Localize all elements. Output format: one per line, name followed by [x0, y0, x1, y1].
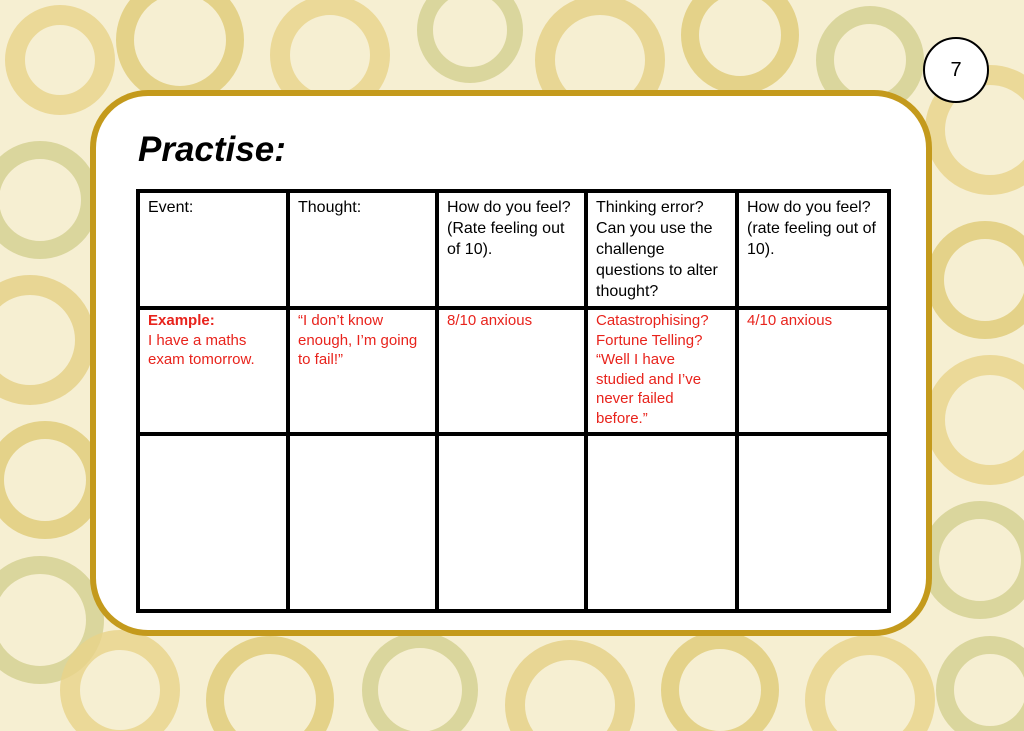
header-thinking-error: Thinking error? Can you use the challenge questions to alter thought? — [586, 191, 737, 308]
header-feeling-before: How do you feel? (Rate feeling out of 10). — [437, 191, 586, 308]
example-label: Example: — [148, 312, 215, 329]
page-title: Practise: — [138, 130, 286, 169]
page-number: 7 — [923, 37, 989, 103]
example-feeling-after: 4/10 anxious — [737, 308, 889, 434]
blank-feeling-before-cell[interactable] — [437, 434, 586, 611]
practise-table — [136, 189, 891, 613]
example-row — [138, 308, 889, 434]
header-event: Event: — [138, 191, 288, 308]
example-feeling-before: 8/10 anxious — [437, 308, 586, 434]
header-feeling-after: How do you feel? (rate feeling out of 10). — [737, 191, 889, 308]
header-thought: Thought: — [288, 191, 437, 308]
blank-event-cell[interactable] — [138, 434, 288, 611]
example-thought: “I don’t know enough, I’m going to fail!” — [288, 308, 437, 434]
blank-feeling-after-cell[interactable] — [737, 434, 889, 611]
table-header-row — [138, 191, 889, 308]
example-event-cell — [138, 308, 288, 434]
blank-thinking-error-cell[interactable] — [586, 434, 737, 611]
blank-entry-row — [138, 434, 889, 611]
example-thinking-error: Catastrophising? Fortune Telling? “Well I have studied and I’ve never failed before.” — [586, 308, 737, 434]
blank-thought-cell[interactable] — [288, 434, 437, 611]
example-event: I have a maths exam tomorrow. — [148, 331, 255, 368]
